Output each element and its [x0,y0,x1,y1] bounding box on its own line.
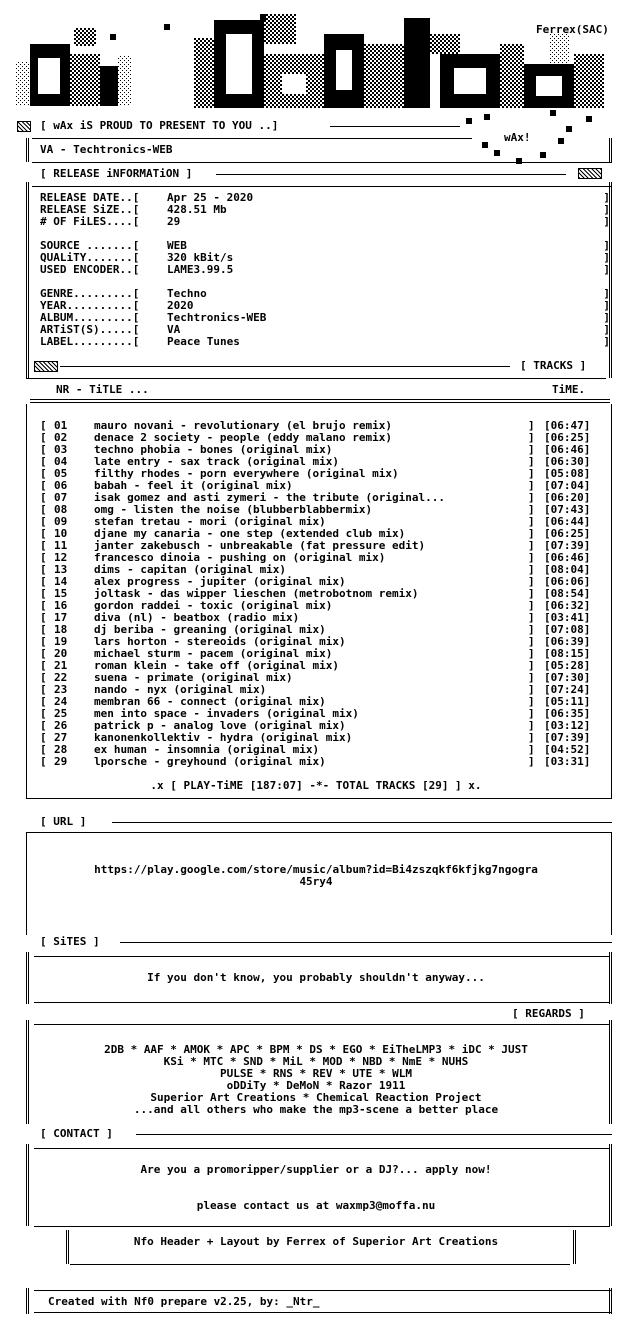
track-row [40,444,600,456]
wax-tag: wAx! [504,131,531,144]
track-row [40,420,600,432]
track-title: kanonenkollektiv - hydra (original mix) [94,732,353,744]
track-open-bracket: [ [40,611,47,624]
track-time: [08:54] [544,587,591,600]
release-info-bottom-line [26,378,606,379]
track-close-bracket: ] [528,431,535,444]
track-number: 26 [54,719,68,732]
release-info-close-bracket: ] [603,191,610,204]
track-row [40,636,600,648]
track-open-bracket: [ [40,515,47,528]
track-title: dj beriba - greaning (original mix) [94,624,326,636]
track-number: 11 [54,539,68,552]
track-title: janter zakebusch - unbreakable (fat pressure edit) [94,540,426,552]
track-row [40,528,600,540]
release-info-value: LAME3.99.5 [167,263,234,276]
release-info-value: Peace Tunes [167,335,240,348]
release-info-key: # OF FiLES....[ [40,215,140,228]
track-open-bracket: [ [40,587,47,600]
release-info-header-line [216,174,566,175]
track-close-bracket: ] [528,755,535,768]
track-time: [07:24] [544,683,591,696]
track-title: nando - nyx (original mix) [94,684,267,696]
regards-line: ...and all others who make the mp3-scene a better place [133,1103,499,1116]
track-number: 19 [54,635,68,648]
track-title: omg - listen the noise (blubberblabbermix) [94,504,373,516]
track-row [40,684,600,696]
track-number: 14 [54,575,68,588]
track-close-bracket: ] [528,587,535,600]
track-title: michael sturm - pacem (original mix) [94,648,333,660]
track-title: alex progress - jupiter (original mix) [94,576,346,588]
track-title: mauro novani - revolutionary (el brujo remix) [94,420,393,432]
track-close-bracket: ] [528,623,535,636]
regards-line: PULSE * RNS * REV * UTE * WLM [219,1067,413,1080]
release-info-close-bracket: ] [603,215,610,228]
track-open-bracket: [ [40,491,47,504]
regards-header: [ REGARDS ] [512,1007,585,1020]
track-time: [03:12] [544,719,591,732]
proud-left-shade [17,121,31,132]
track-time: [06:06] [544,575,591,588]
signature: Ferrex(SAC) [536,23,609,36]
release-info-close-bracket: ] [603,323,610,336]
track-title: djane my canaria - one step (extended club mix) [94,528,406,540]
track-close-bracket: ] [528,695,535,708]
sites-top-line [34,956,610,957]
track-close-bracket: ] [528,575,535,588]
track-close-bracket: ] [528,719,535,732]
track-number: 27 [54,731,68,744]
release-info-key: GENRE.........[ [40,287,140,300]
track-title: gordon raddei - toxic (original mix) [94,600,333,612]
track-time: [06:46] [544,443,591,456]
release-info-value: 320 kBit/s [167,251,234,264]
release-info-key: LABEL.........[ [40,335,140,348]
track-open-bracket: [ [40,683,47,696]
tracks-header: [ TRACKS ] [520,359,587,372]
track-open-bracket: [ [40,755,47,768]
track-number: 02 [54,431,68,444]
track-row [40,588,600,600]
track-title: men into space - invaders (original mix) [94,708,359,720]
track-open-bracket: [ [40,431,47,444]
regards-line: 2DB * AAF * AMOK * APC * BPM * DS * EGO * EiTheLMP3 * iDC * JUST [104,1043,528,1056]
track-number: 06 [54,479,68,492]
track-row [40,480,600,492]
release-info-close-bracket: ] [603,299,610,312]
track-time: [07:39] [544,539,591,552]
track-time: [03:31] [544,755,591,768]
track-row [40,504,600,516]
release-info-value: VA [167,323,181,336]
track-title: diva (nl) - beatbox (radio mix) [94,612,300,624]
track-open-bracket: [ [40,599,47,612]
track-row [40,432,600,444]
contact-line-1: Are you a promoripper/supplier or a DJ?... apply now! [140,1163,492,1176]
track-time: [08:04] [544,563,591,576]
track-close-bracket: ] [528,455,535,468]
release-name: VA - Techtronics-WEB [40,143,173,156]
track-number: 09 [54,515,68,528]
track-open-bracket: [ [40,671,47,684]
track-title: francesco dinoia - pushing on (original mix) [94,552,386,564]
track-open-bracket: [ [40,575,47,588]
track-row [40,600,600,612]
tracklist-col-time: TiME. [552,383,586,396]
track-title: lars horton - stereoids (original mix) [94,636,346,648]
track-row [40,744,600,756]
track-open-bracket: [ [40,659,47,672]
track-number: 28 [54,743,68,756]
track-number: 04 [54,455,68,468]
track-number: 18 [54,623,68,636]
track-number: 08 [54,503,68,516]
track-time: [06:25] [544,527,591,540]
track-close-bracket: ] [528,503,535,516]
sites-text: If you don't know, you probably shouldn't anyway... [147,971,485,984]
track-time: [05:08] [544,467,591,480]
release-info-close-bracket: ] [603,263,610,276]
track-close-bracket: ] [528,671,535,684]
track-time: [06:25] [544,431,591,444]
track-time: [05:28] [544,659,591,672]
release-info-key: RELEASE DATE..[ [40,191,140,204]
url-link[interactable]: https://play.google.com/store/music/album?id=Bi4zszqkf6kfjkg7ngogra [94,863,538,876]
track-title: dims - capitan (original mix) [94,564,287,576]
track-row [40,756,600,768]
track-row [40,660,600,672]
sites-header-line [120,942,612,943]
track-open-bracket: [ [40,419,47,432]
regards-line: KSi * MTC * SND * MiL * MOD * NBD * NmE * NUHS [163,1055,469,1068]
release-name-bottom-line [32,162,612,163]
track-open-bracket: [ [40,455,47,468]
release-info-header: [ RELEASE iNFORMATiON ] [40,167,193,180]
track-row [40,576,600,588]
track-time: [03:41] [544,611,591,624]
track-open-bracket: [ [40,719,47,732]
track-time: [06:46] [544,551,591,564]
track-title: techno phobia - bones (original mix) [94,444,333,456]
release-info-value: Techtronics-WEB [167,311,267,324]
sites-header: [ SiTES ] [40,935,100,948]
track-open-bracket: [ [40,563,47,576]
track-open-bracket: [ [40,707,47,720]
track-number: 05 [54,467,68,480]
track-open-bracket: [ [40,503,47,516]
track-number: 22 [54,671,68,684]
track-time: [07:08] [544,623,591,636]
url-header: [ URL ] [40,815,87,828]
track-row [40,720,600,732]
track-close-bracket: ] [528,443,535,456]
release-info-value: WEB [167,239,187,252]
release-name-top-line [32,138,472,139]
proud-banner: [ wAx iS PROUD TO PRESENT TO YOU ..] [40,119,279,132]
track-open-bracket: [ [40,527,47,540]
url-header-line [112,822,612,823]
track-close-bracket: ] [528,551,535,564]
track-number: 10 [54,527,68,540]
release-info-shade [578,168,602,179]
release-info-key: ARTiST(S).....[ [40,323,140,336]
release-info-value: 428.51 Mb [167,203,227,216]
track-time: [06:35] [544,707,591,720]
release-info-key: YEAR..........[ [40,299,140,312]
track-number: 24 [54,695,68,708]
track-title: denace 2 society - people (eddy malano remix) [94,432,393,444]
footer-top-line [34,1290,612,1291]
track-title: stefan tretau - mori (original mix) [94,516,326,528]
track-time: [06:32] [544,599,591,612]
proud-line [330,126,460,127]
track-number: 12 [54,551,68,564]
track-open-bracket: [ [40,479,47,492]
track-title: roman klein - take off (original mix) [94,660,340,672]
track-close-bracket: ] [528,611,535,624]
track-row [40,492,600,504]
track-number: 07 [54,491,68,504]
track-time: [07:04] [544,479,591,492]
wax-logo-art [14,14,614,124]
release-info-row [40,264,610,276]
track-row [40,648,600,660]
track-open-bracket: [ [40,647,47,660]
contact-email-line: please contact us at waxmp3@moffa.nu [196,1199,436,1212]
tracks-header-line [60,366,510,367]
track-row [40,516,600,528]
track-title: babah - feel it (original mix) [94,480,293,492]
release-info-value: Techno [167,287,207,300]
track-time: [07:30] [544,671,591,684]
release-info-inner-top [32,186,612,187]
track-time: [06:47] [544,419,591,432]
release-info-row [40,216,610,228]
contact-header-line [136,1134,612,1135]
playtime-summary: .x [ PLAY-TiME [187:07] -*- TOTAL TRACKS [29] ] x. [150,779,482,792]
track-row [40,552,600,564]
contact-top-line [34,1148,610,1149]
track-close-bracket: ] [528,647,535,660]
track-title: lporsche - greyhound (original mix) [94,756,326,768]
track-time: [06:30] [544,455,591,468]
track-number: 17 [54,611,68,624]
track-row [40,708,600,720]
release-info-close-bracket: ] [603,311,610,324]
track-close-bracket: ] [528,707,535,720]
track-open-bracket: [ [40,743,47,756]
tracklist-col-title: NR - TiTLE ... [56,383,149,396]
track-title: joltask - das wipper lieschen (metrobotnom remix) [94,588,419,600]
track-row [40,456,600,468]
track-row [40,672,600,684]
track-close-bracket: ] [528,539,535,552]
track-time: [04:52] [544,743,591,756]
release-info-key: SOURCE .......[ [40,239,140,252]
track-number: 16 [54,599,68,612]
regards-line: oDDiTy * DeMoN * Razor 1911 [226,1079,406,1092]
track-time: [06:20] [544,491,591,504]
credit-text: Nfo Header + Layout by Ferrex of Superior Art Creations [133,1235,499,1248]
track-close-bracket: ] [528,635,535,648]
track-close-bracket: ] [528,515,535,528]
track-time: [06:44] [544,515,591,528]
track-number: 01 [54,419,68,432]
track-number: 21 [54,659,68,672]
track-close-bracket: ] [528,419,535,432]
track-open-bracket: [ [40,539,47,552]
release-info-value: 2020 [167,299,194,312]
track-time: [08:15] [544,647,591,660]
regards-line: Superior Art Creations * Chemical Reaction Project [150,1091,482,1104]
track-close-bracket: ] [528,743,535,756]
release-info-key: ALBUM.........[ [40,311,140,324]
tracklist-header-rule [30,399,610,403]
url-link-cont[interactable]: 45ry4 [299,875,333,888]
release-info-close-bracket: ] [603,335,610,348]
track-title: isak gomez and asti zymeri - the tribute (original... [94,492,445,504]
track-row [40,696,600,708]
header-logo [14,14,614,124]
track-time: [07:39] [544,731,591,744]
track-row [40,612,600,624]
track-number: 23 [54,683,68,696]
track-close-bracket: ] [528,683,535,696]
credit-bottom-line [70,1264,570,1265]
track-title: suena - primate (original mix) [94,672,293,684]
track-close-bracket: ] [528,479,535,492]
track-time: [05:11] [544,695,591,708]
track-open-bracket: [ [40,695,47,708]
track-open-bracket: [ [40,635,47,648]
sites-bottom-line [34,1002,610,1003]
release-info-value: 29 [167,215,181,228]
track-title: membran 66 - connect (original mix) [94,696,326,708]
track-open-bracket: [ [40,551,47,564]
track-close-bracket: ] [528,731,535,744]
track-close-bracket: ] [528,563,535,576]
track-number: 03 [54,443,68,456]
track-time: [06:39] [544,635,591,648]
tracks-shade [34,361,58,372]
track-open-bracket: [ [40,467,47,480]
track-number: 29 [54,755,68,768]
track-close-bracket: ] [528,599,535,612]
track-close-bracket: ] [528,659,535,672]
track-open-bracket: [ [40,623,47,636]
track-row [40,540,600,552]
track-title: ex human - insomnia (original mix) [94,744,320,756]
release-info-key: USED ENCODER..[ [40,263,140,276]
track-row [40,468,600,480]
release-info-close-bracket: ] [603,251,610,264]
release-info-close-bracket: ] [603,203,610,216]
track-number: 20 [54,647,68,660]
track-open-bracket: [ [40,731,47,744]
track-number: 25 [54,707,68,720]
track-row [40,624,600,636]
track-close-bracket: ] [528,527,535,540]
regards-top-line [34,1024,610,1025]
track-title: patrick p - analog love (original mix) [94,720,346,732]
track-row [40,732,600,744]
release-info-key: RELEASE SiZE..[ [40,203,140,216]
track-close-bracket: ] [528,491,535,504]
track-time: [07:43] [544,503,591,516]
track-number: 15 [54,587,68,600]
track-title: late entry - sax track (original mix) [94,456,340,468]
release-info-close-bracket: ] [603,287,610,300]
contact-bottom-line [34,1226,610,1227]
release-info-close-bracket: ] [603,239,610,252]
footer-bottom-line [34,1312,612,1313]
release-info-row [40,336,610,348]
contact-frame [26,1144,612,1226]
track-row [40,564,600,576]
release-info-value: Apr 25 - 2020 [167,191,254,204]
contact-header: [ CONTACT ] [40,1127,113,1140]
track-open-bracket: [ [40,443,47,456]
track-title: filthy rhodes - porn everywhere (original mix) [94,468,399,480]
track-close-bracket: ] [528,467,535,480]
footer-text: Created with Nf0 prepare v2.25, by: _Ntr_ [48,1295,320,1308]
track-number: 13 [54,563,68,576]
release-info-key: QUALiTY.......[ [40,251,140,264]
